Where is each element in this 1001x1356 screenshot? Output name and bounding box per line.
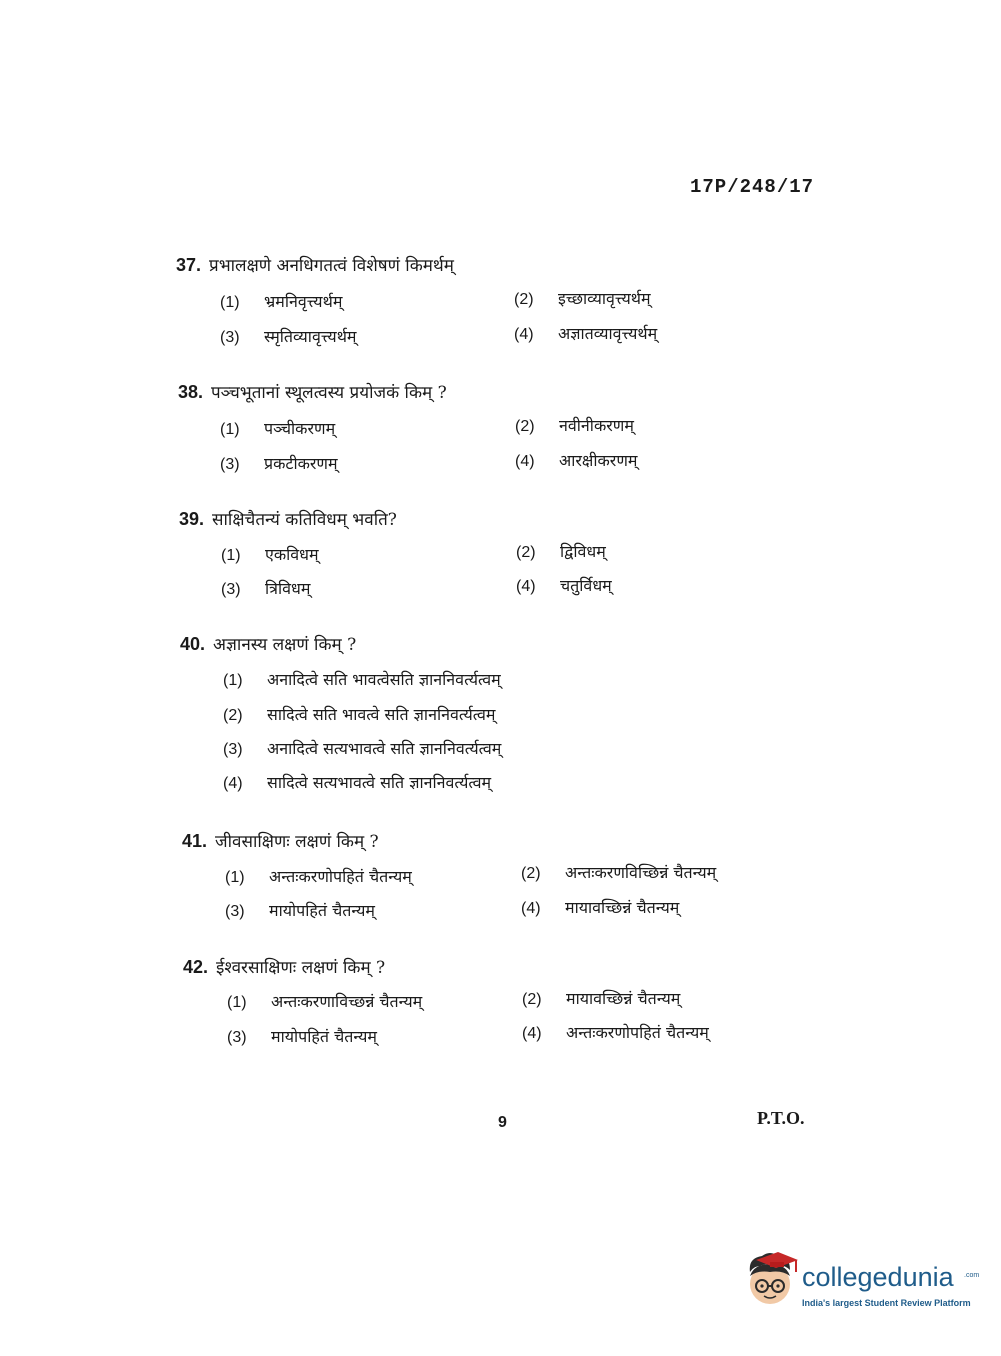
option-text: अन्तःकरणोपहितं चैतन्यम् (269, 867, 412, 886)
option-number: (3) (227, 1029, 247, 1046)
option-number: (2) (514, 291, 534, 308)
option-text: अनादित्वे सत्यभावत्वे सति ज्ञाननिवर्त्यत्वम् (267, 739, 502, 758)
collegedunia-mascot-icon (740, 1250, 800, 1312)
option-3 (221, 577, 310, 599)
option-number: (1) (227, 994, 247, 1011)
option-text: आरक्षीकरणम् (559, 451, 638, 470)
option-number: (4) (522, 1025, 542, 1042)
option-number: (4) (515, 453, 535, 470)
option-text: इच्छाव्यावृत्त्यर्थम् (558, 289, 651, 308)
option-number: (3) (220, 456, 240, 473)
option-number: (2) (521, 865, 541, 882)
option-4 (522, 1021, 709, 1043)
collegedunia-logo-text: collegedunia (802, 1262, 954, 1292)
option-3 (225, 899, 375, 921)
option-text: मायावच्छिन्नं चैतन्यम् (566, 989, 681, 1008)
question-number: 42. (183, 957, 209, 977)
question-text: अज्ञानस्य लक्षणं किम् ? (213, 635, 357, 655)
option-text: त्रिविधम् (265, 579, 311, 598)
option-1 (223, 668, 501, 690)
option-3 (227, 1025, 377, 1047)
option-number: (2) (516, 544, 536, 561)
option-2 (223, 703, 496, 725)
option-number: (1) (223, 672, 243, 689)
option-text: एकविधम् (265, 545, 319, 564)
option-1 (227, 990, 422, 1012)
question-number: 37. (176, 255, 202, 275)
option-text: अन्तःकरणोपहितं चैतन्यम् (566, 1023, 709, 1042)
option-number: (3) (220, 329, 240, 346)
option-text: मायावच्छिन्नं चैतन्यम् (565, 898, 680, 917)
question-number: 38. (178, 382, 204, 402)
option-number: (1) (225, 869, 245, 886)
option-text: अन्तःकरणविच्छिन्नं चैतन्यम् (565, 863, 717, 882)
option-text: द्विविधम् (560, 542, 606, 561)
option-2 (521, 861, 716, 883)
option-number: (2) (515, 418, 535, 435)
option-text: अनादित्वे सति भावत्वेसति ज्ञाननिवर्त्यत्वम् (267, 670, 501, 689)
option-3 (223, 737, 501, 759)
option-2 (516, 540, 606, 562)
option-number: (3) (225, 903, 245, 920)
page-number: 9 (498, 1114, 507, 1131)
option-number: (4) (516, 578, 536, 595)
option-1 (220, 417, 335, 439)
option-text: सादित्वे सति भावत्वे सति ज्ञाननिवर्त्यत्वम् (267, 705, 496, 724)
question-text: साक्षिचैतन्यं कतिविधम् भवति? (212, 510, 397, 530)
option-1 (220, 290, 342, 312)
option-4 (223, 771, 491, 793)
question-text: ईश्वरसाक्षिणः लक्षणं किम् ? (216, 958, 386, 978)
option-1 (225, 865, 412, 887)
option-2 (515, 414, 634, 436)
question-text: पञ्चभूतानां स्थूलत्वस्य प्रयोजकं किम् ? (211, 383, 447, 403)
option-number: (3) (223, 741, 243, 758)
option-3 (220, 452, 338, 474)
option-text: मायोपहितं चैतन्यम् (271, 1027, 377, 1046)
option-number: (4) (223, 775, 243, 792)
option-text: चतुर्विधम् (560, 576, 612, 595)
option-2 (522, 987, 680, 1009)
option-number: (4) (514, 326, 534, 343)
option-number: (3) (221, 581, 241, 598)
option-text: पञ्चीकरणम् (264, 419, 336, 438)
option-text: भ्रमनिवृत्त्यर्थम् (264, 292, 343, 311)
option-text: अन्तःकरणाविच्छन्नं चैतन्यम् (271, 992, 423, 1011)
paper-code: 17P/248/17 (690, 176, 815, 198)
option-1 (221, 543, 319, 565)
collegedunia-watermark (740, 1250, 980, 1320)
collegedunia-tagline: India's largest Student Review Platform (802, 1298, 971, 1308)
option-2 (514, 287, 651, 309)
option-3 (220, 325, 357, 347)
question-text: प्रभालक्षणे अनधिगतत्वं विशेषणं किमर्थम् (209, 256, 454, 276)
option-number: (1) (220, 421, 240, 438)
option-text: नवीनीकरणम् (559, 416, 634, 435)
question-number: 39. (179, 509, 205, 529)
option-text: अज्ञातव्यावृत्त्यर्थम् (558, 324, 658, 343)
question-number: 40. (180, 634, 206, 654)
option-number: (2) (223, 707, 243, 724)
option-text: स्मृतिव्यावृत्त्यर्थम् (264, 327, 357, 346)
option-4 (514, 322, 657, 344)
option-4 (516, 574, 612, 596)
option-text: मायोपहितं चैतन्यम् (269, 901, 375, 920)
option-text: सादित्वे सत्यभावत्वे सति ज्ञाननिवर्त्यत्वम् (267, 773, 492, 792)
question-number: 41. (182, 831, 208, 851)
pto-label: P.T.O. (757, 1108, 805, 1128)
question-text: जीवसाक्षिणः लक्षणं किम् ? (215, 832, 379, 852)
option-4 (521, 896, 679, 918)
option-number: (2) (522, 991, 542, 1008)
option-number: (1) (221, 547, 241, 564)
collegedunia-logo-com: .com (964, 1272, 980, 1279)
option-number: (4) (521, 900, 541, 917)
option-number: (1) (220, 294, 240, 311)
option-text: प्रकटीकरणम् (264, 454, 338, 473)
option-4 (515, 449, 637, 471)
